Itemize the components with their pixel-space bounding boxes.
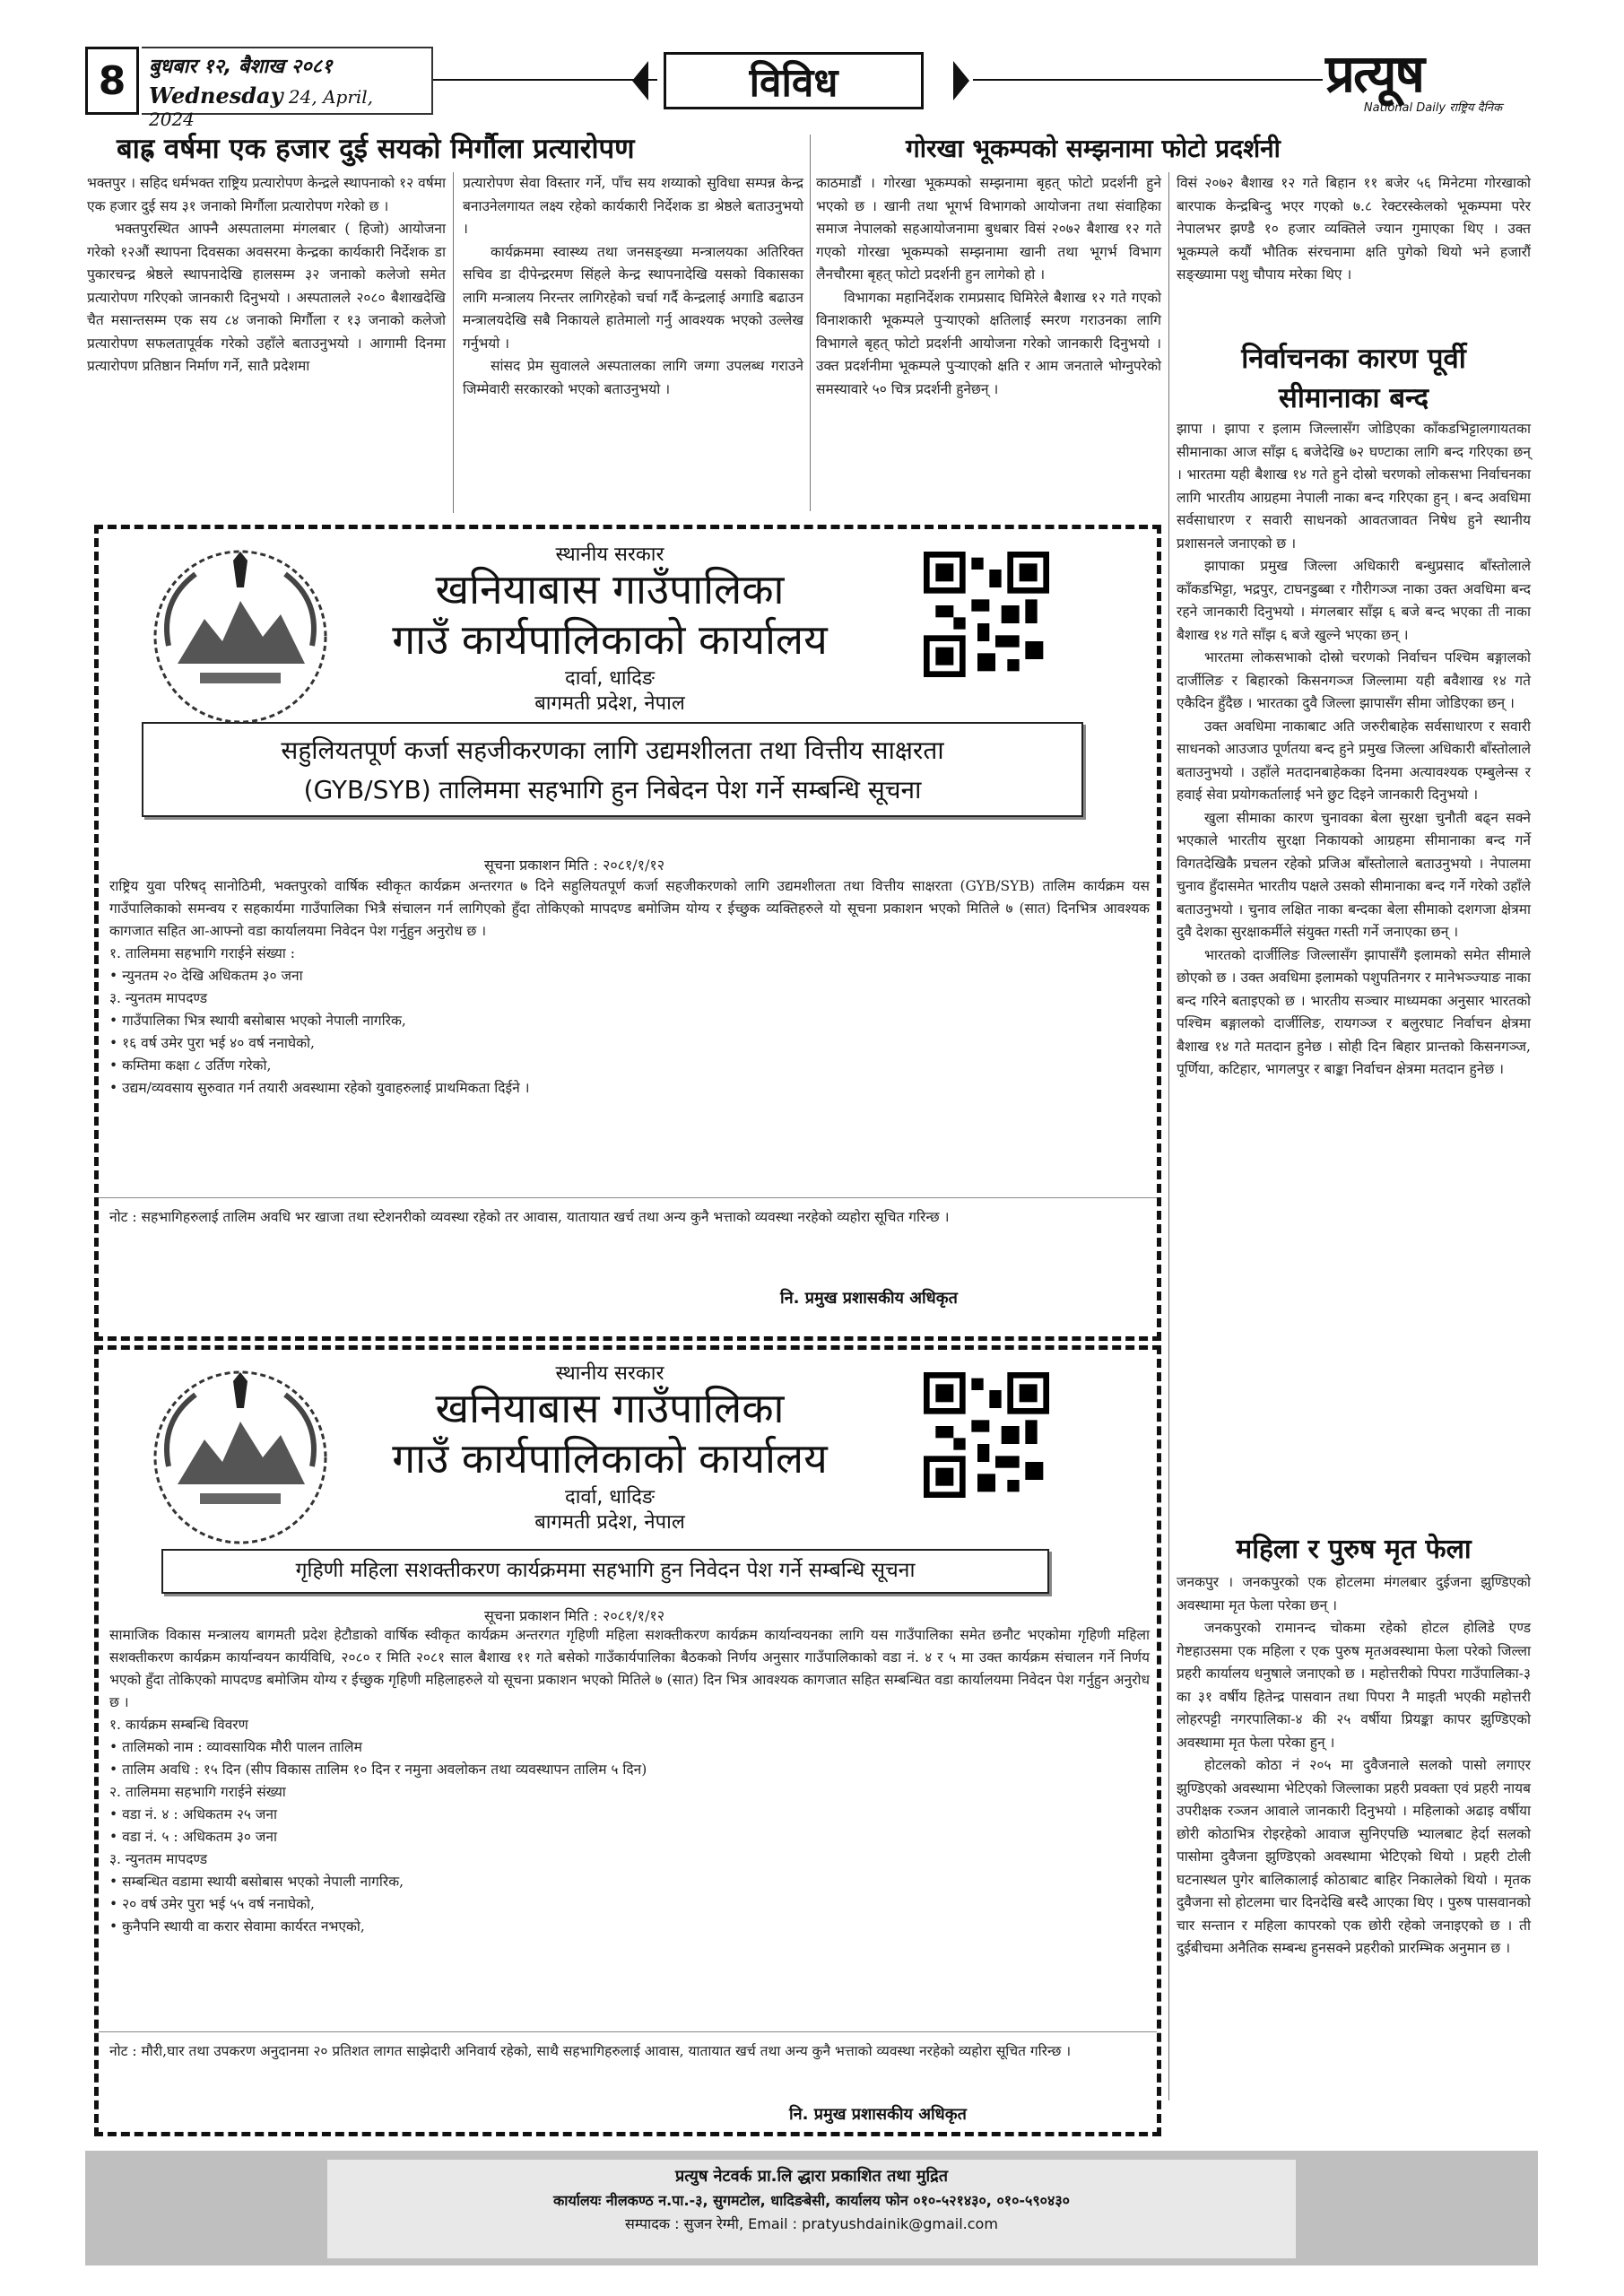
footer-address: कार्यालयः नीलकण्ठ न.पा.-३, सुगमटोल, धादिङबेसी, कार्यालय फोन ०१०-५२१४३०, ०१०-५९०४३०	[553, 2192, 1070, 2209]
article-earthquake-title: गोरखा भूकम्पको सम्झनामा फोटो प्रदर्शनी	[906, 134, 1281, 163]
notice-office: गाउँ कार्यपालिकाको कार्यालय	[392, 1434, 828, 1483]
masthead-sub-np: राष्ट्रिय दैनिक	[1449, 101, 1503, 115]
date-rest: 24, April, 2024	[149, 86, 374, 130]
list-item: २. तालिममा सहभागि गराईने संख्या	[109, 1784, 286, 1800]
paragraph: खुला सीमाका कारण चुनावका बेला सुरक्षा चुनौती बढ्न सक्ने भएकाले भारतीय सुरक्षा निकायको आग्रहमा सीमानाका बन्द गर्ने विगतदेखिकै प्रचलन रहेको प्रजिअ बाँस्तोलाले बताउनुभयो । नेपालमा चुनाव हुँदासमेत भारतीय पक्षले उसको सीमानाका बन्द गर्ने गरेको उहाँले बताउनुभयो । चुनाव लक्षित नाका बन्दका बेला सीमाको दशगजा क्षेत्रमा दुवै देशका सुरक्षाकर्मीले संयुक्त गस्ती गर्ने जनाएका छन् ।	[1177, 809, 1531, 940]
notice-province: बागमती प्रदेश, नेपाल	[534, 692, 685, 715]
article-hotel-title: महिला र पुरुष मृत फेला	[1236, 1534, 1472, 1565]
date-day: Wednesday	[149, 83, 283, 109]
notice-women-empowerment	[94, 1345, 1161, 2136]
paragraph: विसं २०७२ बैशाख १२ गते बिहान ११ बजेर ५६ मिनेटमा गोरखाको बारपाक केन्द्रबिन्दु भएर गएको ७.८ रेक्टरस्केलको भूकम्पमा परेर नेपालभर झण्डै १० हजार व्यक्तिले ज्यान गुमाएका थिए । उक्त भूकम्पले कयौं भौतिक संरचनामा क्षति पुगेको थियो भने हजारौं सङ्ख्यामा पशु चौपाय मरेका थिए ।	[1177, 175, 1531, 283]
paragraph: उक्त अवधिमा नाकाबाट अति जरुरीबाहेक सर्वसाधारण र सवारी साधनको आउजाउ पूर्णतया बन्द हुने प्रमुख जिल्ला अधिकारी बाँस्तोलाले बताउनुभयो । उहाँले मतदानबाहेकका दिनमा अत्यावश्यक एम्बुलेन्स र हवाई सेवा प्रयोगकर्तालाई भने छुट दिइने जानकारी दिनुभयो ।	[1177, 718, 1531, 803]
article-hotel-body	[1177, 1571, 1531, 1961]
notice-local-gov: स्थानीय सरकार	[555, 1362, 664, 1385]
qr-code-icon	[924, 552, 1049, 677]
paragraph: जनकपुर । जनकपुरको एक होटलमा मंगलबार दुईजना झुण्डिएको अवस्थामा मृत फेला परेका छन् ।	[1177, 1574, 1531, 1613]
paragraph: भारतमा लोकसभाको दोस्रो चरणको निर्वाचन पश्चिम बङ्गालको दार्जीलिङ र बिहारको किसनगञ्ज जिल्लामा यही बवैशाख १४ गते एकैदिन हुँदैछ । भारतका दुवै जिल्ला झापासँग सीमा जोडिएका छन् ।	[1177, 649, 1531, 711]
paragraph: भारतको दार्जीलिङ जिल्लासँग झापासँगै इलामको समेत सीमाले छोएको छ । उक्त अवधिमा इलामको पशुपतिनगर र मानेभञ्ज्याङ नाका बन्द गरिने बताइएको छ । भारतीय सञ्चार माध्यमका अनुसार भारतको पश्चिम बङ्गालको दार्जीलिङ, रायगञ्ज र बलुरघाट निर्वाचन क्षेत्रमा बैशाख १४ गते मतदान हुनेछ । सोही दिन बिहार प्रान्तको किसनगञ्ज, पूर्णिया, कटिहार, भागलपुर र बाङ्का निर्वाचन क्षेत्रमा मतदान हुनेछ ।	[1177, 946, 1531, 1077]
notice-note: नोट : सहभागिहरुलाई तालिम अवधि भर खाजा तथा स्टेशनरीको व्यवस्था रहेको तर आवास, यातायात खर्च तथा अन्य कुनै भत्ताको व्यवस्था नरहेको व्यहोरा सूचित गरिन्छ ।	[109, 1209, 950, 1225]
column-divider	[810, 135, 811, 511]
article-kidney-col2	[463, 172, 803, 401]
masthead-title: प्रत्यूष	[1325, 43, 1423, 104]
list-item: १. कार्यक्रम सम्बन्धि विवरण	[109, 1717, 248, 1733]
list-item: • तालिम अवधि : १५ दिन (सीप विकास तालिम १० दिन र नमुना अवलोकन तथा व्यवस्थापन तालिम ५ दिन)	[109, 1761, 647, 1778]
paragraph: कार्यक्रममा स्वास्थ्य तथा जनसङ्ख्या मन्त्रालयका अतिरिक्त सचिव डा दीपेन्द्ररमण सिंहले केन्द्र स्थापनादेखि यसको विकासका लागि मन्त्रालय निरन्तर लागिरहेको चर्चा गर्दै केन्द्रलाई अगाडि बढाउन मन्त्रालयदेखि सबै निकायले हातेमालो गर्नु आवश्यक भएको उल्लेख गर्नुभयो ।	[463, 243, 803, 352]
list-item: • सम्बन्धित वडामा स्थायी बसोबास भएको नेपाली नागरिक,	[109, 1874, 404, 1890]
paragraph: भक्तपुर । सहिद धर्मभक्त राष्ट्रिय प्रत्यारोपण केन्द्रले स्थापनाको १२ वर्षमा एक हजार दुई सय ३१ जनाको मिर्गौला प्रत्यारोपण गरेको छ ।	[87, 175, 446, 214]
notice-subject-line1: सहुलियतपूर्ण कर्जा सहजीकरणका लागि उद्यमशीलता तथा वित्तीय साक्षरता	[281, 735, 944, 765]
emblem-icon	[151, 1368, 330, 1547]
list-item: • तालिमको नाम : व्यावसायिक मौरी पालन तालिम	[109, 1739, 362, 1755]
list-item: • न्युनतम २० देखि अधिकतम ३० जना	[109, 968, 303, 984]
footer-editor: सम्पादक : सुजन रेग्मी, Email : pratyushdainik@gmail.com	[625, 2215, 998, 2232]
notice-body-text: सामाजिक विकास मन्त्रालय बागमती प्रदेश हेटौडाको वार्षिक स्वीकृत कार्यक्रम अन्तरगत गृहिणी महिला सशक्तीकरण कार्यक्रम कार्यान्वयनका लागि यस गाउँपालिका समेत छनौट भएकोमा गृहिणी महिला सशक्तीकरण कार्यक्रम कार्यान्वयन कार्यविधि, २०८० र मिति २०८१ साल बैशाख ११ गते बसेको गाउँकार्यपालिका बैठकको निर्णय अनुसार गाउँपालिकाको वडा नं. ४ र ५ मा उक्त कार्यक्रम संचालन गर्ने निर्णय भएको हुँदा तोकिएको मापदण्ड बमोजिम योग्य र ईच्छुक गृहिणी महिलाहरुले यो सूचना प्रकाशन भएको मितिले ७ (सात) दिन भित्र आवश्यक कागजात सहित सम्बन्धित वडा कार्यालयमा निवेदन पेश गर्नुहुन अनुरोध छ ।	[109, 1627, 1150, 1710]
notice-pub-date: सूचना प्रकाशन मिति : २०८१/१/१२	[484, 1607, 665, 1624]
header-rule-right	[973, 79, 1323, 81]
paragraph: झापाका प्रमुख जिल्ला अधिकारी बन्धुप्रसाद बाँस्तोलाले काँकडभिट्टा, भद्रपुर, टाघनडुब्बा र गौरीगञ्ज नाका उक्त अवधिमा बन्द रहने जानकारी दिनुभयो । मंगलबार साँझ ६ बजे बन्द भएका ती नाका बैशाख १४ गते साँझ ६ बजे खुल्ने भएका छन् ।	[1177, 558, 1531, 643]
header-rule-left	[433, 79, 657, 81]
notice-divider	[99, 2031, 1157, 2032]
arrow-left-icon	[632, 61, 648, 100]
article-earthquake-col2	[1177, 172, 1531, 287]
masthead	[1325, 43, 1541, 118]
footer-publisher-box	[327, 2160, 1296, 2258]
section-title: विविध	[664, 52, 924, 109]
notice-local-gov: स्थानीय सरकार	[555, 544, 664, 566]
list-item: • २० वर्ष उमेर पुरा भई ५५ वर्ष ननाघेको,	[109, 1896, 315, 1912]
notice-office: गाउँ कार्यपालिकाको कार्यालय	[392, 615, 828, 664]
list-item: ३. न्युनतम मापदण्ड	[109, 990, 208, 1006]
article-border-title	[1177, 339, 1531, 418]
date-nepali: बुधबार १२, बैशाख २०८१	[149, 56, 333, 78]
notice-location: दार्वा, धादिङ	[565, 667, 655, 690]
column-divider	[1168, 172, 1169, 2100]
notice-body-text: राष्ट्रिय युवा परिषद् सानोठिमी, भक्तपुरको वार्षिक स्वीकृत कार्यक्रम अन्तरगत ७ दिने सहुलियतपूर्ण कर्जा सहजीकरणको लागि उद्यमशीलता तथा वित्तीय साक्षरता (GYB/SYB) तालिम कार्यक्रम यस गाउँपालिकाको समन्वय र सहकार्यमा गाउँपालिका भित्रै संचालन गर्न लागिएको हुँदा तोकिएको मापदण्ड बमोजिम योग्य र ईच्छुक व्यक्तिहरुले यो सूचना प्रकाशन भएको मितिले ७ (सात) दिनभित्र आवश्यक कागजात सहित आ-आफ्नो वडा कार्यालयमा निवेदन पेश गर्नुहुन अनुरोध छ ।	[109, 878, 1150, 939]
date-box	[142, 47, 433, 130]
notice-subject-box	[142, 722, 1083, 817]
paragraph: विभागका महानिर्देशक रामप्रसाद घिमिरेले बैशाख १२ गते गएको विनाशकारी भूकम्पले पुऱ्याएको क्षतिलाई स्मरण गराउनका लागि विभागले बृहत् फोटो प्रदर्शनी आयोजना गरेको जानकारी दिनुभयो । उक्त प्रदर्शनीमा भूकम्पले पुऱ्याएको क्षति र आम जनताले भोग्नुपरेको समस्यावारे ५० चित्र प्रदर्शनी हुनेछन् ।	[816, 289, 1161, 397]
article-kidney-title: बाह्र वर्षमा एक हजार दुई सयको मिर्गौला प्रत्यारोपण	[117, 133, 635, 165]
notice-subject-line1: गृहिणी महिला सशक्तीकरण कार्यक्रममा सहभागि हुन निवेदन पेश गर्ने सम्बन्धि सूचना	[295, 1559, 916, 1582]
article-kidney-col1	[87, 172, 446, 378]
notice-gyb-syb	[94, 525, 1161, 1341]
paragraph: काठमाडौं । गोरखा भूकम्पको सम्झनामा बृहत् फोटो प्रदर्शनी हुने भएको छ । खानी तथा भूगर्भ विभागको आयोजना तथा संवाहिका समाज नेपालको सहआयोजनामा बुधबार विसं २०७२ बैशाख १२ गते गएको गोरखा भूकम्पको सम्झनामा खानी तथा भूगर्भ विभाग लैनचौरमा बृहत् फोटो प्रदर्शनी हुन लागेको हो ।	[816, 175, 1161, 283]
paragraph: होटलको कोठा नं २०५ मा दुवैजनाले सलको पासो लगाएर झुण्डिएको अवस्थामा भेटिएको जिल्लाका प्रहरी प्रवक्ता एवं प्रहरी नायब उपरीक्षक रञ्जन आवाले जानकारी दिनुभयो । महिलाको अढाइ वर्षीया छोरी कोठाभित्र रोइरहेको आवाज सुनिएपछि भ्यालबाट हेर्दा सलको पासोमा दुवैजना झुण्डिएको अवस्थामा भेटिएको थियो । प्रहरी टोली घटनास्थल पुगेर बालिकालाई कोठाबाट बाहिर निकालेको थियो । मृतक दुवैजना सो होटलमा चार दिनदेखि बस्दै आएका थिए । पुरुष पासवानको चार सन्तान र महिला कापरको एक छोरी रहेको जनाइएको छ । ती दुईबीचमा अनैतिक सम्बन्ध हुनसक्ने प्रहरीको प्रारम्भिक अनुमान छ ।	[1177, 1757, 1531, 1956]
emblem-icon	[151, 547, 330, 726]
paragraph: जनकपुरको रामानन्द चोकमा रहेको होटल होलिडे एण्ड गेष्टहाउसमा एक महिला र एक पुरुष मृतअवस्थामा फेला परेको जिल्ला प्रहरी कार्यालय धनुषाले जनाएको छ । महोत्तरीको पिपरा गाउँपालिका-३ का ३१ वर्षीय हितेन्द्र पासवान तथा पिपरा नै माइती भएकी महोत्तरी लोहरपट्टी नगरपालिका-४ की २५ वर्षीया प्रियङ्का कापर झुण्डिएको अवस्थामा मृत फेला परेका हुन् ।	[1177, 1620, 1531, 1751]
notice-note: नोट : मौरी,घार तथा उपकरण अनुदानमा २० प्रतिशत लागत साझेदारी अनिवार्य रहेको, साथै सहभागिहरुलाई आवास, यातायात खर्च तथा अन्य कुनै भत्ताको व्यवस्था नरहेको व्यहोरा सूचित गरिन्छ ।	[109, 2043, 1072, 2059]
footer	[85, 2151, 1538, 2266]
notice-body	[109, 1624, 1150, 1938]
notice-divider	[99, 1197, 1157, 1198]
paragraph: झापा । झापा र इलाम जिल्लासँग जोडिएका काँकडभिट्टालगायतका सीमानाका आज साँझ ६ बजेदेखि ७२ घण्टाका लागि बन्द गरिएका छन् । भारतमा यही बैशाख १४ गते हुने दोस्रो चरणको लोकसभा निर्वाचनका लागि भारतीय आग्रहमा नेपाली नाका बन्द गरिएका हुन् । बन्द अवधिमा सर्वसाधारण र सवारी साधनको आवतजावत निषेध हुने स्थानीय प्रशासनले जनाएको छ ।	[1177, 421, 1531, 552]
notice-location: दार्वा, धादिङ	[565, 1486, 655, 1509]
paragraph: भक्तपुरस्थित आफ्नै अस्पतालमा मंगलबार ( हिजो) आयोजना गरेको १२औं स्थापना दिवसका अवसरमा केन्द्रका कार्यकारी निर्देशक डा पुकारचन्द्र श्रेष्ठले स्थापनादेखि हालसम्म ३२ जनाको कलेजो समेत प्रत्यारोपण गरिएको जानकारी दिनुभयो । अस्पतालले २०८० बैशाखदेखि चैत मसान्तसम्म एक सय ८४ जनाको मिर्गौला र १३ जनाको कलेजो प्रत्यारोपण सफलतापूर्वक गरेको उहाँले बताउनुभयो । आगामी दिनमा प्रत्यारोपण प्रतिष्ठान निर्माण गर्ने, सातै प्रदेशमा	[87, 221, 446, 374]
notice-subject-line2: (GYB/SYB) तालिममा सहभागि हुन निबेदन पेश गर्ने सम्बन्धि सूचना	[303, 775, 922, 804]
qr-code-icon	[924, 1372, 1049, 1498]
article-border-title-line2: सीमानाका बन्द	[1278, 382, 1429, 414]
notice-municipality: खनियाबास गाउँपालिका	[435, 565, 785, 613]
column-divider	[453, 172, 454, 513]
list-item: • कम्तिमा कक्षा ८ उर्तिण गरेको,	[109, 1057, 272, 1074]
date-english	[149, 83, 424, 130]
list-item: • उद्यम/व्यवसाय सुरुवात गर्न तयारी अवस्थामा रहेको युवाहरुलाई प्राथमिकता दिईने ।	[109, 1080, 530, 1096]
paragraph: प्रत्यारोपण सेवा विस्तार गर्ने, पाँच सय शय्याको सुविधा सम्पन्न केन्द्र बनाउनेलगायत लक्ष्य रहेको कार्यकारी निर्देशक डा श्रेष्ठले बताउनुभयो ।	[463, 175, 803, 237]
notice-province: बागमती प्रदेश, नेपाल	[534, 1511, 685, 1534]
list-item: १. तालिममा सहभागि गराईने संख्या :	[109, 945, 295, 961]
arrow-right-icon	[953, 61, 969, 100]
notice-signature: नि. प्रमुख प्रशासकीय अधिकृत	[789, 2105, 967, 2124]
list-item: • वडा नं. ५ : अधिकतम ३० जना	[109, 1829, 278, 1845]
masthead-sub-en: National Daily	[1363, 101, 1446, 115]
list-item: ३. न्युनतम मापदण्ड	[109, 1851, 208, 1867]
list-item: • वडा नं. ४ : अधिकतम २५ जना	[109, 1806, 278, 1822]
list-item: • गाउँपालिका भित्र स्थायी बसोबास भएको नेपाली नागरिक,	[109, 1013, 406, 1029]
list-item: • कुनैपनि स्थायी वा करार सेवामा कार्यरत नभएको,	[109, 1918, 365, 1935]
notice-signature: नि. प्रमुख प्रशासकीय अधिकृत	[780, 1289, 958, 1308]
footer-publisher: प्रत्युष नेटवर्क प्रा.लि द्धारा प्रकाशित तथा मुद्रित	[674, 2167, 949, 2186]
notice-body	[109, 875, 1150, 1100]
page-number: 8	[85, 47, 139, 115]
paragraph: सांसद प्रेम सुवालले अस्पतालका लागि जग्गा उपलब्ध गराउने जिम्मेवारी सरकारको भएको बताउनुभयो ।	[463, 358, 803, 397]
notice-subject-box	[161, 1549, 1049, 1594]
article-border-title-line1: निर्वाचनका कारण पूर्वी	[1241, 343, 1466, 375]
notice-pub-date: सूचना प्रकाशन मिति : २०८१/१/१२	[484, 857, 665, 874]
article-earthquake-col1	[816, 172, 1161, 401]
list-item: • १६ वर्ष उमेर पुरा भई ४० वर्ष ननाघेको,	[109, 1035, 315, 1051]
notice-municipality: खनियाबास गाउँपालिका	[435, 1384, 785, 1432]
article-border-body	[1177, 418, 1531, 1082]
